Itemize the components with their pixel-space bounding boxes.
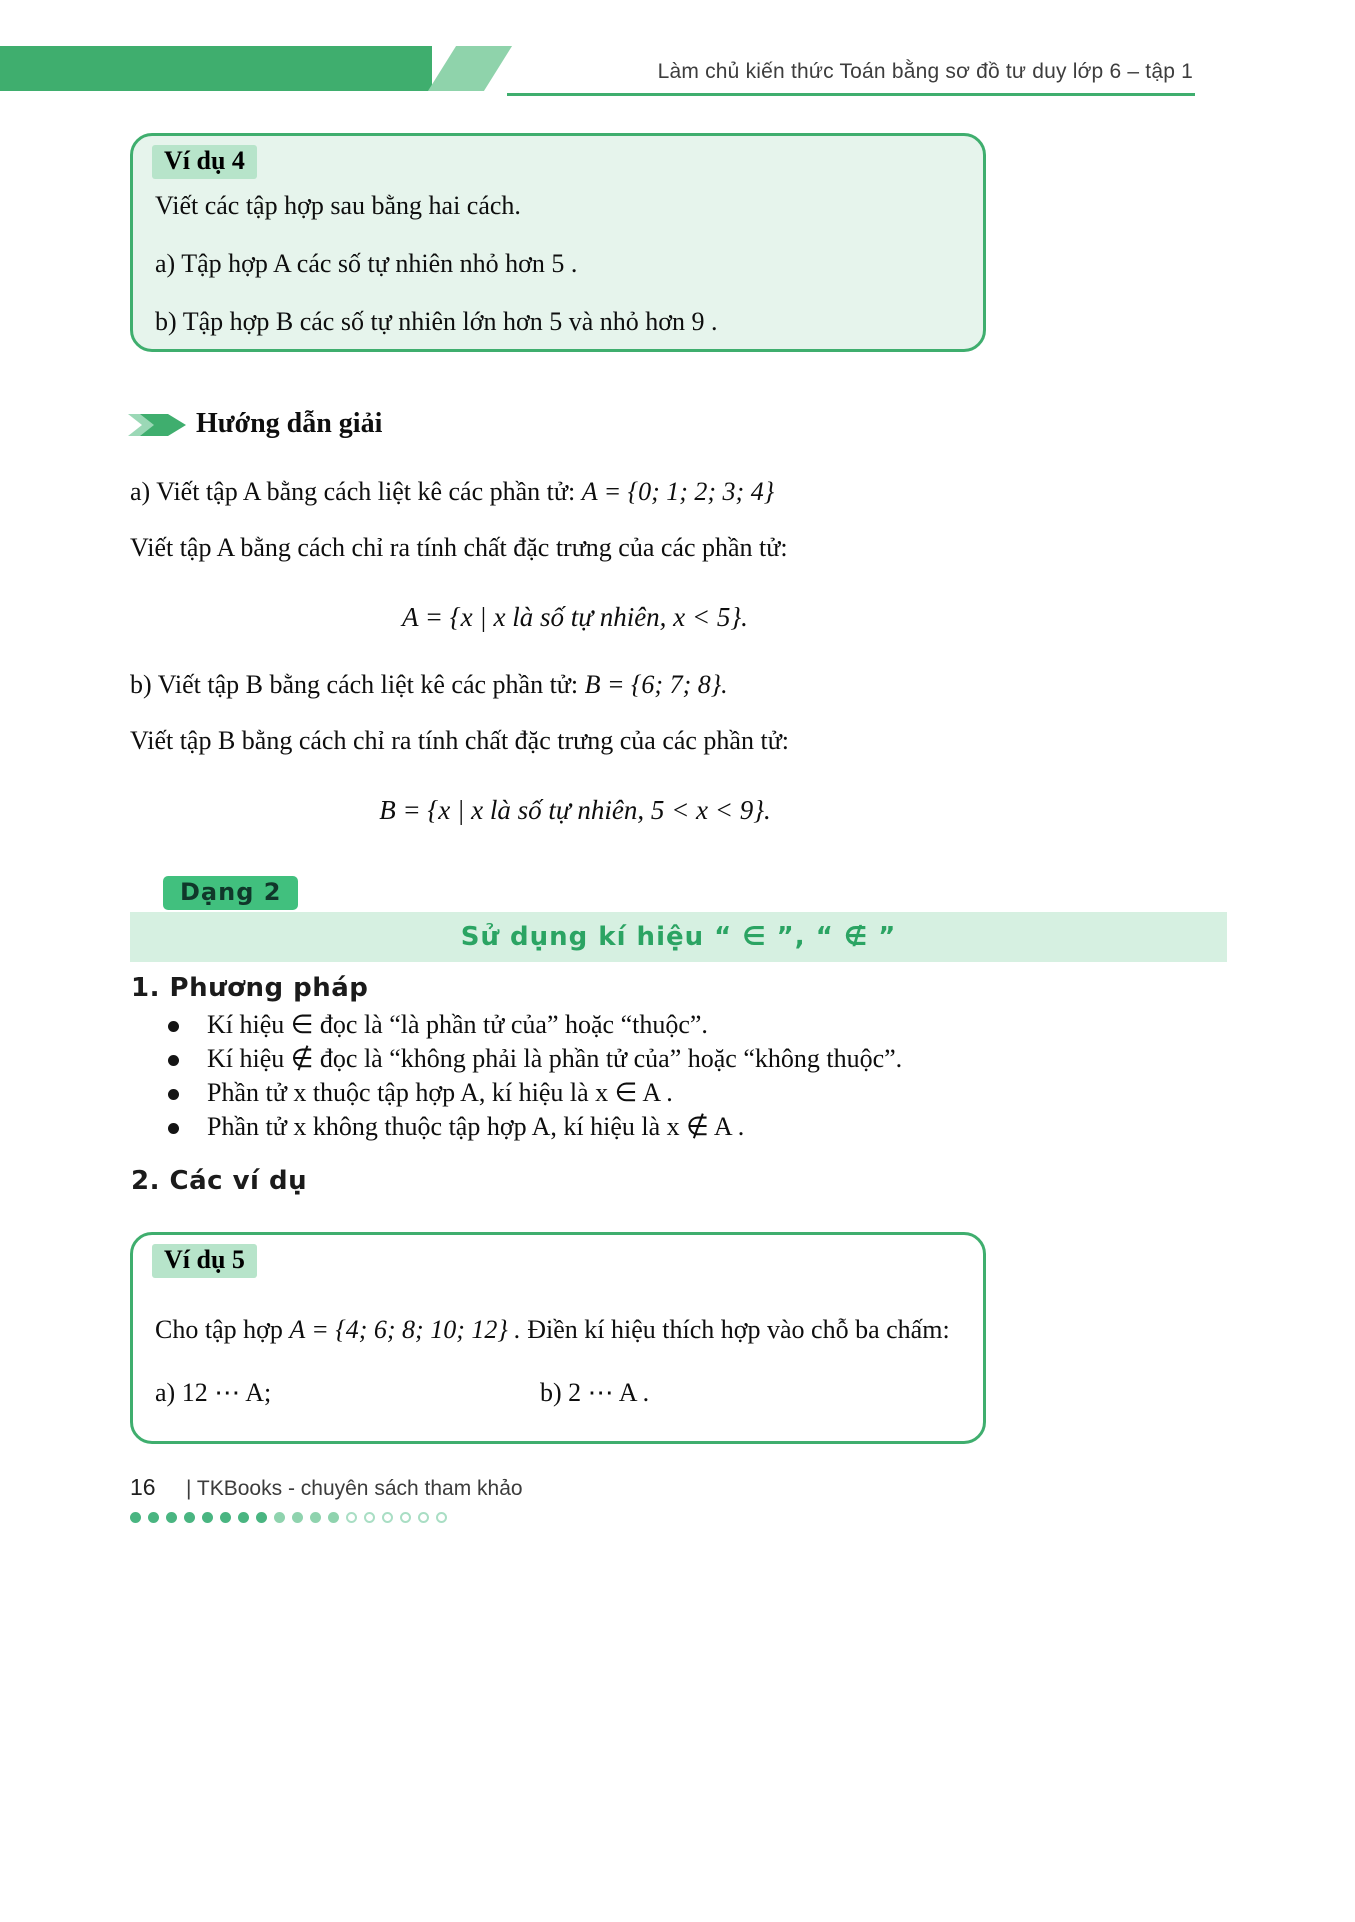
bullet-text-4: Phần tử x không thuộc tập hợp A, kí hiệu là x ∉ A . <box>207 1112 745 1141</box>
guide-arrow-icon <box>126 407 188 448</box>
dot-icon <box>310 1512 321 1523</box>
dot-icon <box>274 1512 285 1523</box>
footer-imprint: | TKBooks - chuyên sách tham khảo <box>186 1477 523 1500</box>
dot-icon <box>202 1512 213 1523</box>
dot-icon <box>184 1512 195 1523</box>
examples-heading: 2. Các ví dụ <box>131 1166 308 1196</box>
method-bullet-4 <box>168 1112 1228 1142</box>
example-4-item-a: a) Tập hợp A các số tự nhiên nhỏ hơn 5 . <box>155 249 578 278</box>
method-bullet-3 <box>168 1078 1228 1108</box>
footer-dots-decoration <box>130 1512 447 1523</box>
dot-icon <box>400 1512 411 1523</box>
page-number: 16 <box>130 1474 156 1500</box>
method-bullet-1 <box>168 1010 1228 1040</box>
dot-icon <box>436 1512 447 1523</box>
bullet-text-2: Kí hiệu ∉ đọc là “không phải là phần tử của” hoặc “không thuộc”. <box>207 1044 903 1073</box>
dot-icon <box>292 1512 303 1523</box>
example-4-box <box>130 133 986 352</box>
solution-line-b1-math: B = {6; 7; 8}. <box>584 670 728 699</box>
example-5-box <box>130 1232 986 1444</box>
bullet-icon <box>168 1123 179 1134</box>
solution-line-a1 <box>130 477 1230 507</box>
solution-formula-b: B = {x | x là số tự nhiên, 5 < x < 9}. <box>379 795 771 825</box>
example-5-intro-math: A = {4; 6; 8; 10; 12} . <box>289 1315 521 1344</box>
dot-icon <box>328 1512 339 1523</box>
solution-line-a2: Viết tập A bằng cách chỉ ra tính chất đặc trưng của các phần tử: <box>130 533 788 562</box>
dot-icon <box>256 1512 267 1523</box>
dot-icon <box>220 1512 231 1523</box>
type-2-banner: Sử dụng kí hiệu “ ∈ ”, “ ∉ ” <box>130 912 1227 962</box>
example-5-item-a: a) 12 ⋯ A; <box>155 1378 272 1407</box>
example-5-items <box>155 1378 975 1408</box>
bullet-icon <box>168 1021 179 1032</box>
header-bar-decoration <box>0 46 432 91</box>
bullet-text-3: Phần tử x thuộc tập hợp A, kí hiệu là x ∈ A . <box>207 1078 673 1107</box>
example-4-intro: Viết các tập hợp sau bằng hai cách. <box>155 191 521 220</box>
example-5-label: Ví dụ 5 <box>152 1244 257 1278</box>
dot-icon <box>382 1512 393 1523</box>
example-4-item-b: b) Tập hợp B các số tự nhiên lớn hơn 5 và nhỏ hơn 9 . <box>155 307 718 336</box>
example-5-intro-tail: Điền kí hiệu thích hợp vào chỗ ba chấm: <box>527 1315 950 1344</box>
dot-icon <box>130 1512 141 1523</box>
dot-icon <box>166 1512 177 1523</box>
solution-formula-a: A = {x | x là số tự nhiên, x < 5}. <box>402 602 748 632</box>
book-title: Làm chủ kiến thức Toán bằng sơ đồ tư duy lớp 6 – tập 1 <box>657 60 1193 83</box>
solution-heading: Hướng dẫn giải <box>196 408 383 439</box>
method-bullet-2 <box>168 1044 1228 1074</box>
dot-icon <box>238 1512 249 1523</box>
bullet-icon <box>168 1055 179 1066</box>
solution-line-b2: Viết tập B bằng cách chỉ ra tính chất đặc trưng của các phần tử: <box>130 726 790 755</box>
bullet-text-1: Kí hiệu ∈ đọc là “là phần tử của” hoặc “thuộc”. <box>207 1010 708 1039</box>
dot-icon <box>346 1512 357 1523</box>
solution-line-b1-text: b) Viết tập B bằng cách liệt kê các phần tử: <box>130 670 579 699</box>
bullet-icon <box>168 1089 179 1100</box>
method-heading: 1. Phương pháp <box>131 973 369 1003</box>
header-bar-accent-decoration <box>428 46 512 91</box>
example-5-intro <box>155 1315 975 1345</box>
dot-icon <box>148 1512 159 1523</box>
dot-icon <box>364 1512 375 1523</box>
solution-line-b1 <box>130 670 1230 700</box>
solution-line-a1-math: A = {0; 1; 2; 3; 4} <box>581 477 775 506</box>
type-2-badge: Dạng 2 <box>163 876 298 910</box>
dot-icon <box>418 1512 429 1523</box>
solution-line-a1-text: a) Viết tập A bằng cách liệt kê các phần tử: <box>130 477 576 506</box>
example-4-label: Ví dụ 4 <box>152 145 257 179</box>
header-underline <box>507 93 1195 96</box>
example-5-item-b: b) 2 ⋯ A . <box>540 1378 650 1407</box>
example-5-intro-text: Cho tập hợp <box>155 1315 283 1344</box>
